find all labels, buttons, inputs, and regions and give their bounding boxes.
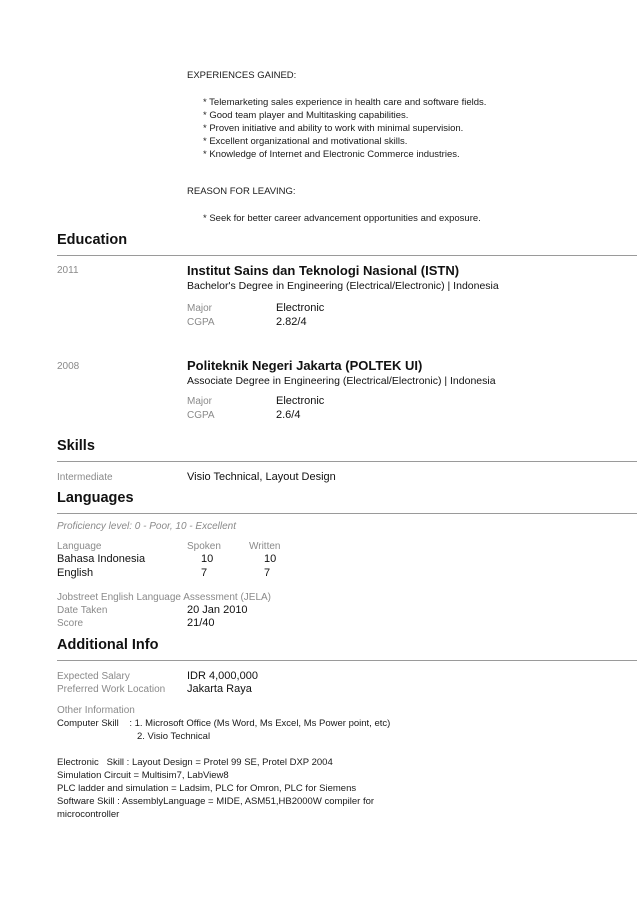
electronic-skill-line: Software Skill : AssemblyLanguage = MIDE, ASM51,HB2000W compiler for xyxy=(57,796,375,807)
language-name: Bahasa Indonesia xyxy=(57,553,146,565)
major-value: Electronic xyxy=(276,395,325,407)
major-label: Major xyxy=(187,396,213,407)
education-year: 2008 xyxy=(57,361,80,372)
languages-heading: Languages xyxy=(57,490,134,506)
experience-item: * Good team player and Multitasking capabilities. xyxy=(203,110,409,121)
language-column-header: Language xyxy=(57,541,102,552)
score-value: 21/40 xyxy=(187,617,215,629)
skills-divider xyxy=(57,461,637,462)
additional-info-divider xyxy=(57,660,637,661)
spoken-score: 10 xyxy=(201,553,214,565)
languages-divider xyxy=(57,513,637,514)
institution-name: Institut Sains dan Teknologi Nasional (ISTN) xyxy=(187,263,460,278)
other-information-label: Other Information xyxy=(57,705,135,716)
major-value: Electronic xyxy=(276,302,325,314)
electronic-skill-line: PLC ladder and simulation = Ladsim, PLC for Omron, PLC for Siemens xyxy=(57,783,357,794)
written-score: 10 xyxy=(264,553,277,565)
jela-heading: Jobstreet English Language Assessment (JELA) xyxy=(57,592,272,603)
skill-level: Intermediate xyxy=(57,472,113,483)
spoken-column-header: Spoken xyxy=(187,541,221,552)
written-score: 7 xyxy=(264,567,271,579)
electronic-skill-line: Electronic Skill : Layout Design = Protel 99 SE, Protel DXP 2004 xyxy=(57,757,333,768)
skills-heading: Skills xyxy=(57,438,95,454)
computer-skill-line: Computer Skill : 1. Microsoft Office (Ms Word, Ms Excel, Ms Power point, etc) xyxy=(57,718,391,729)
electronic-skill-line: Simulation Circuit = Multisim7, LabView8 xyxy=(57,770,229,781)
proficiency-note: Proficiency level: 0 - Poor, 10 - Excellent xyxy=(57,521,236,532)
preferred-location-value: Jakarta Raya xyxy=(187,683,252,695)
education-divider xyxy=(57,255,637,256)
cgpa-value: 2.6/4 xyxy=(276,409,301,421)
expected-salary-value: IDR 4,000,000 xyxy=(187,670,258,682)
expected-salary-label: Expected Salary xyxy=(57,671,130,682)
language-name: English xyxy=(57,567,94,579)
score-label: Score xyxy=(57,618,84,629)
written-column-header: Written xyxy=(249,541,281,552)
computer-skill-line: 2. Visio Technical xyxy=(137,731,211,742)
spoken-score: 7 xyxy=(201,567,208,579)
major-label: Major xyxy=(187,303,213,314)
experiences-heading: EXPERIENCES GAINED: xyxy=(187,70,297,81)
institution-name: Politeknik Negeri Jakarta (POLTEK UI) xyxy=(187,358,423,373)
education-year: 2011 xyxy=(57,265,79,276)
preferred-location-label: Preferred Work Location xyxy=(57,684,166,695)
experience-item: * Knowledge of Internet and Electronic Commerce industries. xyxy=(203,149,460,160)
reason-heading: REASON FOR LEAVING: xyxy=(187,186,296,197)
cgpa-value: 2.82/4 xyxy=(276,316,307,328)
additional-info-heading: Additional Info xyxy=(57,637,159,653)
education-heading: Education xyxy=(57,232,128,248)
date-taken-value: 20 Jan 2010 xyxy=(187,604,248,616)
experience-item: * Excellent organizational and motivational skills. xyxy=(203,136,408,147)
electronic-skill-line: microcontroller xyxy=(57,809,120,820)
experience-item: * Telemarketing sales experience in health care and software fields. xyxy=(203,97,487,108)
reason-item: * Seek for better career advancement opportunities and exposure. xyxy=(203,213,481,224)
skill-value: Visio Technical, Layout Design xyxy=(187,471,336,483)
date-taken-label: Date Taken xyxy=(57,605,108,616)
degree: Bachelor's Degree in Engineering (Electrical/Electronic) | Indonesia xyxy=(187,280,499,292)
experience-item: * Proven initiative and ability to work with minimal supervision. xyxy=(203,123,464,134)
cgpa-label: CGPA xyxy=(187,410,215,421)
cgpa-label: CGPA xyxy=(187,317,215,328)
degree: Associate Degree in Engineering (Electrical/Electronic) | Indonesia xyxy=(187,375,496,387)
